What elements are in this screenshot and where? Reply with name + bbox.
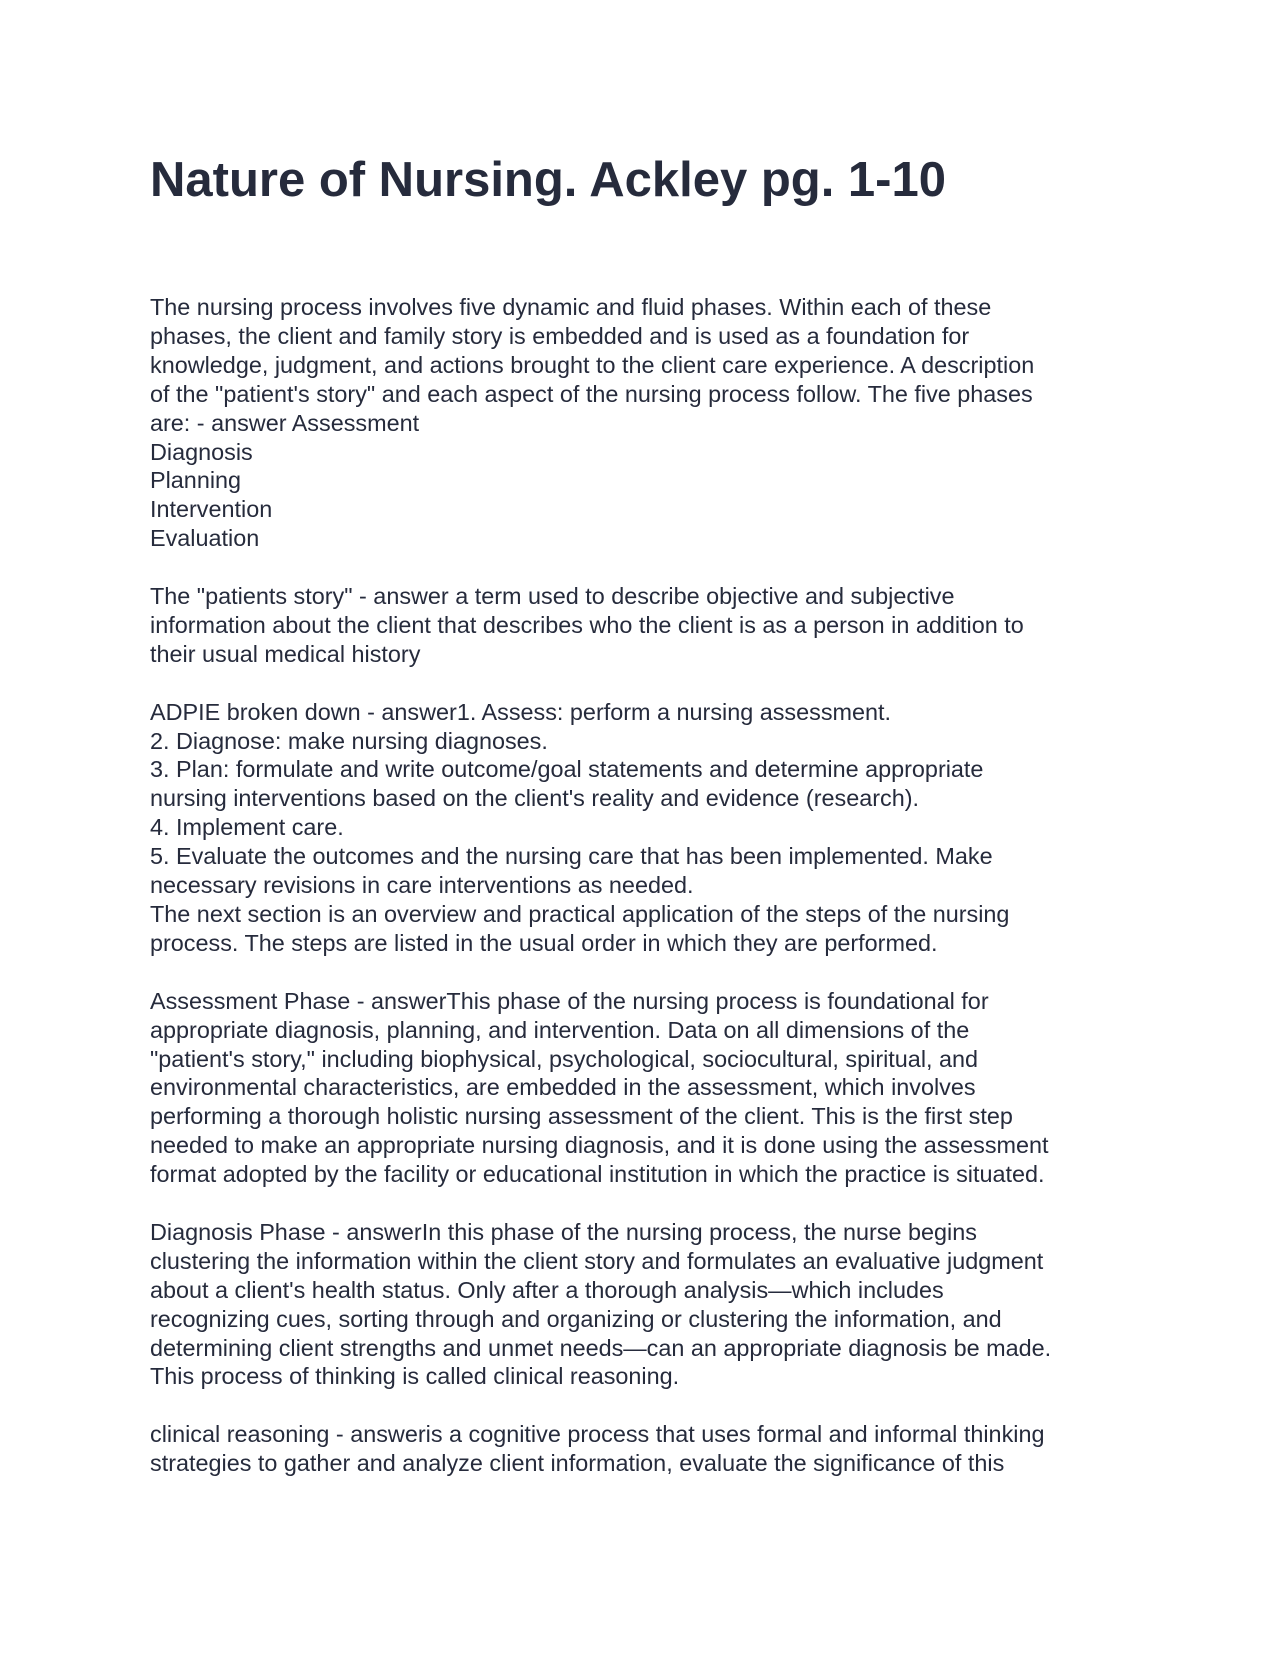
text-line: process. The steps are listed in the usual order in which they are performed. [150,929,938,956]
text-line: needed to make an appropriate nursing diagnosis, and it is done using the assessment [150,1132,1049,1159]
paragraph [150,987,1130,1189]
text-line: environmental characteristics, are embedded in the assessment, which involves [150,1074,976,1101]
text-line: necessary revisions in care interventions as needed. [150,872,694,899]
text-line: 2. Diagnose: make nursing diagnoses. [150,727,548,754]
text-line: This process of thinking is called clinical reasoning. [150,1363,680,1390]
text-line: "patient's story," including biophysical, psychological, sociocultural, spiritual, and [150,1045,979,1072]
text-line: clinical reasoning - answeris a cognitive process that uses formal and informal thinking [150,1421,1045,1448]
text-line: 4. Implement care. [150,814,344,841]
paragraph [150,293,1130,553]
text-line: The next section is an overview and practical application of the steps of the nursing [150,901,1010,927]
text-line: Diagnosis [150,438,253,465]
document-title: Nature of Nursing. Ackley pg. 1-10 [150,153,946,207]
text-line: phases, the client and family story is embedded and is used as a foundation for [150,322,970,349]
text-line: The nursing process involves five dynamic and fluid phases. Within each of these [150,294,992,320]
text-line: determining client strengths and unmet needs—can an appropriate diagnosis be made. [150,1334,1052,1361]
text-line: are: - answer Assessment [150,409,420,436]
text-line: of the "patient's story" and each aspect of the nursing process follow. The five phases [150,380,1033,407]
text-line: strategies to gather and analyze client information, evaluate the significance of this [150,1450,1005,1477]
text-line: recognizing cues, sorting through and organizing or clustering the information, and [150,1305,1002,1332]
text-line: ADPIE broken down - answer1. Assess: perform a nursing assessment. [150,698,892,725]
text-line: format adopted by the facility or educational institution in which the practice is situated. [150,1161,1045,1188]
text-line: information about the client that describes who the client is as a person in addition to [150,611,1024,638]
text-line: Evaluation [150,525,260,552]
text-line: nursing interventions based on the client's reality and evidence (research). [150,785,919,812]
paragraph [150,582,1130,669]
paragraph [150,1420,1130,1478]
text-line: Planning [150,467,242,494]
paragraph [150,698,1130,958]
text-line: performing a thorough holistic nursing assessment of the client. This is the first step [150,1103,1013,1130]
text-line: about a client's health status. Only after a thorough analysis—which includes [150,1276,944,1303]
document-body [150,293,1130,1507]
text-line: knowledge, judgment, and actions brought to the client care experience. A description [150,351,1035,378]
text-line: Assessment Phase - answerThis phase of the nursing process is foundational for [150,987,989,1014]
text-line: clustering the information within the client story and formulates an evaluative judgment [150,1247,1044,1274]
text-line: 5. Evaluate the outcomes and the nursing care that has been implemented. Make [150,843,993,870]
text-line: The "patients story" - answer a term used to describe objective and subjective [150,583,955,610]
text-line: their usual medical history [150,640,421,667]
text-line: appropriate diagnosis, planning, and intervention. Data on all dimensions of the [150,1016,970,1043]
text-line: 3. Plan: formulate and write outcome/goal statements and determine appropriate [150,756,984,783]
text-line: Intervention [150,496,273,523]
text-line: Diagnosis Phase - answerIn this phase of the nursing process, the nurse begins [150,1218,977,1245]
paragraph [150,1218,1130,1391]
